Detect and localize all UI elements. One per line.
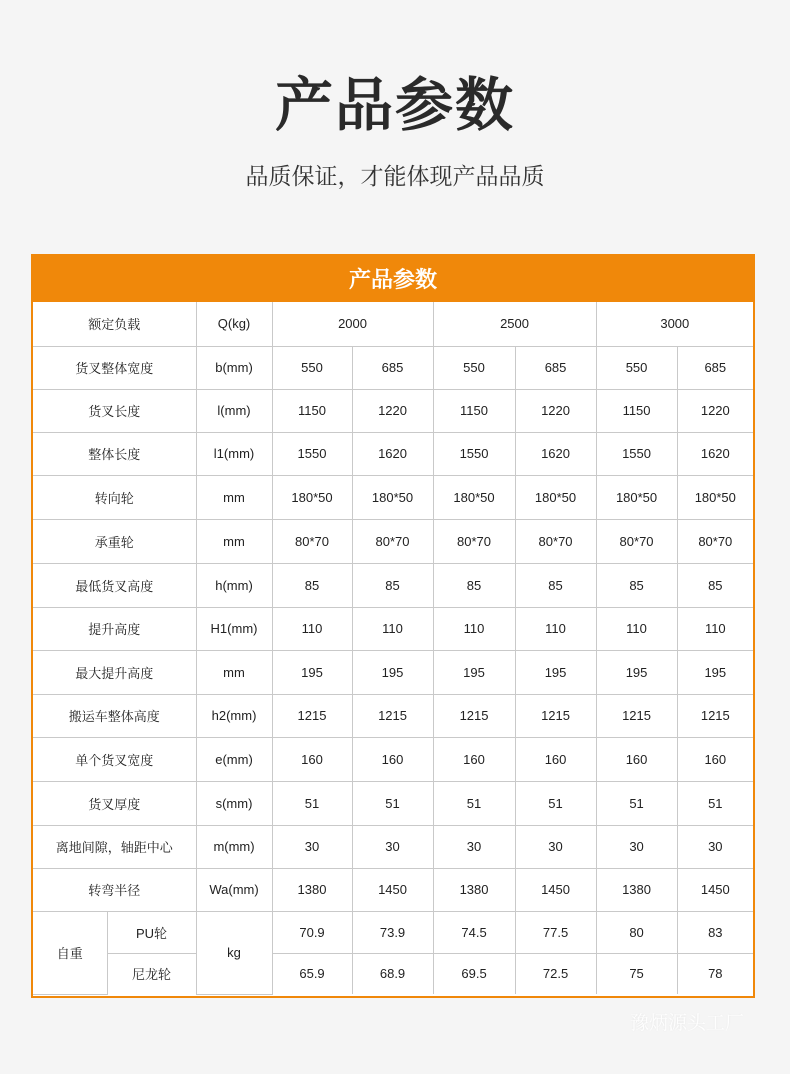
value-cell: 1215 — [515, 694, 596, 737]
row-label: 货叉厚度 — [33, 781, 196, 825]
row-unit: s(mm) — [196, 781, 272, 825]
value-cell: 1380 — [596, 868, 677, 911]
row-label: 额定负载 — [33, 302, 196, 346]
value-cell: 195 — [515, 650, 596, 694]
row-label: 整体长度 — [33, 432, 196, 475]
spec-card — [31, 254, 755, 998]
table-row — [33, 737, 753, 781]
value-cell: 30 — [433, 825, 515, 868]
value-cell: 1620 — [677, 432, 753, 475]
value-cell: 1450 — [677, 868, 753, 911]
row-label: 最低货叉高度 — [33, 563, 196, 607]
table-row — [33, 389, 753, 432]
value-cell: 110 — [515, 607, 596, 650]
value-cell: 160 — [433, 737, 515, 781]
value-cell: 65.9 — [272, 953, 352, 994]
value-cell: 195 — [352, 650, 433, 694]
value-cell: 110 — [433, 607, 515, 650]
value-cell: 80*70 — [677, 519, 753, 563]
value-cell: 1150 — [596, 389, 677, 432]
watermark: 豫炳源头工厂 — [629, 1012, 744, 1034]
value-cell: 51 — [677, 781, 753, 825]
table-row — [33, 346, 753, 389]
row-unit: Q(kg) — [196, 302, 272, 346]
value-cell: 77.5 — [515, 911, 596, 953]
value-cell: 160 — [515, 737, 596, 781]
value-cell: 30 — [596, 825, 677, 868]
row-unit: H1(mm) — [196, 607, 272, 650]
value-cell: 75 — [596, 953, 677, 994]
value-cell: 1380 — [433, 868, 515, 911]
value-cell: 30 — [352, 825, 433, 868]
value-cell: 85 — [515, 563, 596, 607]
row-label: 转向轮 — [33, 475, 196, 519]
table-row — [33, 911, 753, 953]
value-cell: 685 — [677, 346, 753, 389]
table-row — [33, 868, 753, 911]
value-cell: 110 — [352, 607, 433, 650]
value-cell: 1220 — [515, 389, 596, 432]
value-cell: 1450 — [352, 868, 433, 911]
value-cell: 1150 — [433, 389, 515, 432]
row-label: 搬运车整体高度 — [33, 694, 196, 737]
page-subtitle: 品质保证，才能体现产品品质 — [245, 164, 545, 190]
table-row — [33, 953, 753, 994]
value-cell: 1550 — [272, 432, 352, 475]
table-row — [33, 475, 753, 519]
row-label: 最大提升高度 — [33, 650, 196, 694]
value-cell: 180*50 — [352, 475, 433, 519]
value-cell: 68.9 — [352, 953, 433, 994]
spec-table-header: 产品参数 — [33, 256, 753, 302]
value-cell: 195 — [596, 650, 677, 694]
value-cell: 51 — [272, 781, 352, 825]
value-cell: 80*70 — [272, 519, 352, 563]
value-cell: 160 — [352, 737, 433, 781]
value-cell: 80*70 — [596, 519, 677, 563]
value-cell: 51 — [515, 781, 596, 825]
load-value-cell: 2500 — [433, 302, 596, 346]
value-cell: 73.9 — [352, 911, 433, 953]
table-row — [33, 563, 753, 607]
weight-unit: kg — [196, 911, 272, 994]
value-cell: 180*50 — [677, 475, 753, 519]
value-cell: 195 — [433, 650, 515, 694]
table-row — [33, 432, 753, 475]
value-cell: 80*70 — [352, 519, 433, 563]
value-cell: 85 — [596, 563, 677, 607]
value-cell: 1215 — [352, 694, 433, 737]
value-cell: 180*50 — [433, 475, 515, 519]
value-cell: 110 — [677, 607, 753, 650]
table-row — [33, 650, 753, 694]
value-cell: 160 — [596, 737, 677, 781]
value-cell: 1620 — [515, 432, 596, 475]
row-unit: mm — [196, 519, 272, 563]
value-cell: 80 — [596, 911, 677, 953]
value-cell: 550 — [433, 346, 515, 389]
value-cell: 1450 — [515, 868, 596, 911]
value-cell: 74.5 — [433, 911, 515, 953]
value-cell: 70.9 — [272, 911, 352, 953]
row-label: 单个货叉宽度 — [33, 737, 196, 781]
value-cell: 83 — [677, 911, 753, 953]
value-cell: 110 — [596, 607, 677, 650]
row-label: 离地间隙，轴距中心 — [33, 825, 196, 868]
row-unit: h(mm) — [196, 563, 272, 607]
load-value-cell: 2000 — [272, 302, 433, 346]
spec-table — [33, 302, 753, 995]
value-cell: 1215 — [272, 694, 352, 737]
value-cell: 69.5 — [433, 953, 515, 994]
table-row — [33, 825, 753, 868]
row-label: 货叉整体宽度 — [33, 346, 196, 389]
value-cell: 1215 — [433, 694, 515, 737]
table-row — [33, 694, 753, 737]
row-unit: e(mm) — [196, 737, 272, 781]
table-row — [33, 302, 753, 346]
row-label: 货叉长度 — [33, 389, 196, 432]
row-label: 转弯半径 — [33, 868, 196, 911]
value-cell: 30 — [677, 825, 753, 868]
value-cell: 550 — [596, 346, 677, 389]
value-cell: 85 — [677, 563, 753, 607]
pu-wheel-label: PU轮 — [107, 911, 196, 953]
value-cell: 78 — [677, 953, 753, 994]
value-cell: 72.5 — [515, 953, 596, 994]
value-cell: 110 — [272, 607, 352, 650]
value-cell: 1620 — [352, 432, 433, 475]
row-label: 承重轮 — [33, 519, 196, 563]
value-cell: 550 — [272, 346, 352, 389]
nylon-wheel-label: 尼龙轮 — [107, 953, 196, 994]
value-cell: 85 — [352, 563, 433, 607]
value-cell: 1380 — [272, 868, 352, 911]
value-cell: 85 — [433, 563, 515, 607]
value-cell: 1220 — [677, 389, 753, 432]
value-cell: 1215 — [677, 694, 753, 737]
row-unit: h2(mm) — [196, 694, 272, 737]
value-cell: 51 — [596, 781, 677, 825]
value-cell: 195 — [677, 650, 753, 694]
value-cell: 180*50 — [596, 475, 677, 519]
table-row — [33, 519, 753, 563]
value-cell: 1550 — [433, 432, 515, 475]
value-cell: 180*50 — [515, 475, 596, 519]
value-cell: 180*50 — [272, 475, 352, 519]
page-title: 产品参数 — [274, 71, 515, 139]
value-cell: 30 — [272, 825, 352, 868]
value-cell: 51 — [352, 781, 433, 825]
value-cell: 195 — [272, 650, 352, 694]
value-cell: 80*70 — [515, 519, 596, 563]
row-unit: mm — [196, 475, 272, 519]
value-cell: 1215 — [596, 694, 677, 737]
value-cell: 1150 — [272, 389, 352, 432]
load-value-cell: 3000 — [596, 302, 753, 346]
value-cell: 1550 — [596, 432, 677, 475]
value-cell: 51 — [433, 781, 515, 825]
row-unit: Wa(mm) — [196, 868, 272, 911]
row-unit: l1(mm) — [196, 432, 272, 475]
value-cell: 160 — [272, 737, 352, 781]
value-cell: 1220 — [352, 389, 433, 432]
value-cell: 30 — [515, 825, 596, 868]
row-unit: b(mm) — [196, 346, 272, 389]
value-cell: 685 — [515, 346, 596, 389]
row-label: 提升高度 — [33, 607, 196, 650]
row-unit: mm — [196, 650, 272, 694]
weight-label: 自重 — [33, 911, 107, 994]
table-row — [33, 607, 753, 650]
value-cell: 80*70 — [433, 519, 515, 563]
table-row — [33, 781, 753, 825]
row-unit: l(mm) — [196, 389, 272, 432]
value-cell: 685 — [352, 346, 433, 389]
row-unit: m(mm) — [196, 825, 272, 868]
value-cell: 85 — [272, 563, 352, 607]
value-cell: 160 — [677, 737, 753, 781]
